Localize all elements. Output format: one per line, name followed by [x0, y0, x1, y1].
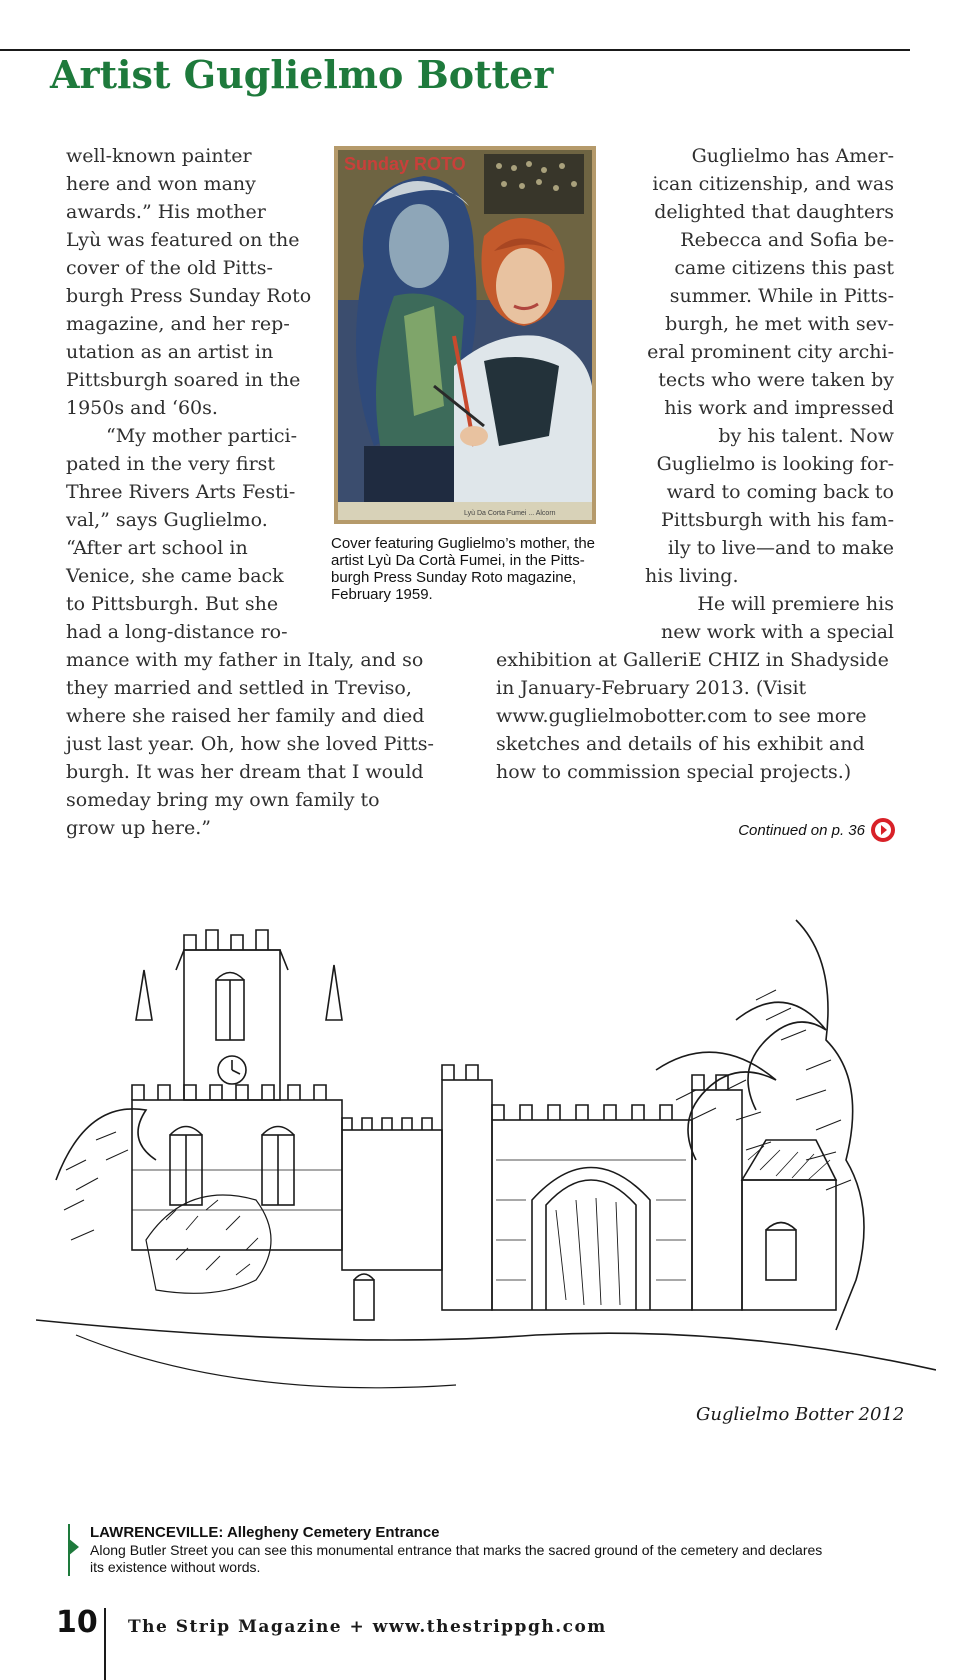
cover-photo-caption	[331, 535, 601, 603]
publication-footer: The Strip Magazine + www.thestrippgh.com	[128, 1617, 607, 1637]
right-line: by his talent. Now	[718, 425, 894, 447]
continued-label: Continued on p. 36	[738, 821, 865, 839]
right-line: his living.	[645, 565, 739, 587]
caption-marker-icon	[68, 1538, 79, 1556]
footer-rule	[104, 1608, 106, 1680]
left-line: just last year. Oh, how she loved Pitts-	[66, 733, 434, 755]
left-line: grow up here.”	[66, 817, 211, 839]
sunday-roto-cover-photo	[334, 146, 596, 524]
cemetery-entrance-sketch	[36, 880, 936, 1480]
cover-caption-line: burgh Press Sunday Roto magazine,	[331, 569, 577, 586]
left-line: pated in the very first	[66, 453, 276, 475]
sketch-caption-line: its existence without words.	[90, 1559, 261, 1575]
left-line: here and won many	[66, 173, 256, 195]
right-line: in January-February 2013. (Visit	[496, 677, 807, 699]
left-line: Venice, she came back	[66, 565, 284, 587]
right-line: summer. While in Pitts-	[669, 285, 894, 307]
right-line: exhibition at GalleriE CHIZ in Shadyside	[496, 649, 889, 671]
article-headline: Artist Guglielmo Botter	[50, 52, 554, 97]
right-line: www.guglielmobotter.com to see more	[496, 705, 867, 727]
left-line: to Pittsburgh. But she	[66, 593, 279, 615]
top-rule	[0, 49, 910, 51]
left-line: had a long-distance ro-	[66, 621, 288, 643]
right-line: delighted that daughters	[654, 201, 894, 223]
right-line: burgh, he met with sev-	[665, 313, 894, 335]
left-line: “My mother partici-	[106, 425, 298, 447]
left-line: where she raised her family and died	[66, 705, 425, 727]
continued-link[interactable]	[738, 818, 895, 842]
right-line: sketches and details of his exhibit and	[496, 733, 865, 755]
left-line: mance with my father in Italy, and so	[66, 649, 424, 671]
left-line: burgh Press Sunday Roto	[66, 285, 312, 307]
cover-caption-line: February 1959.	[331, 586, 433, 603]
right-line: eral prominent city archi-	[647, 341, 894, 363]
right-line: Rebecca and Sofia be-	[680, 229, 894, 251]
left-line: utation as an artist in	[66, 341, 274, 363]
cover-caption-line: artist Lyù Da Cortà Fumei, in the Pitts-	[331, 552, 585, 569]
cover-masthead: Sunday ROTO	[344, 154, 466, 174]
sketch-caption-title: LAWRENCEVILLE: Allegheny Cemetery Entrance	[90, 1524, 440, 1541]
left-line: burgh. It was her dream that I would	[66, 761, 424, 783]
right-line: He will premiere his	[697, 593, 894, 615]
left-line: Three Rivers Arts Festi-	[66, 481, 296, 503]
page-number: 10	[56, 1605, 98, 1640]
left-line: they married and settled in Treviso,	[66, 677, 412, 699]
left-line: cover of the old Pitts-	[66, 257, 273, 279]
right-line: his work and impressed	[664, 397, 894, 419]
right-line: how to commission special projects.)	[496, 761, 852, 783]
cover-caption-line: Cover featuring Guglielmo’s mother, the	[331, 535, 596, 552]
left-line: Lyù was featured on the	[66, 229, 300, 251]
right-line: ward to coming back to	[666, 481, 894, 503]
left-line: awards.” His mother	[66, 201, 266, 223]
right-line: tects who were taken by	[658, 369, 894, 391]
left-line: “After art school in	[66, 537, 248, 559]
cover-credit: Lyù Da Corta Fumei ... Alcorn	[464, 510, 556, 517]
sketch-caption	[68, 1524, 920, 1576]
left-line: val,” says Guglielmo.	[66, 509, 268, 531]
left-line: well-known painter	[66, 145, 252, 167]
right-line: ily to live—and to make	[667, 537, 894, 559]
right-line: new work with a special	[660, 621, 894, 643]
right-line: Pittsburgh with his fam-	[661, 509, 894, 531]
right-line: Guglielmo is looking for-	[656, 453, 894, 475]
artist-signature: Guglielmo Botter 2012	[696, 1404, 905, 1425]
left-line: 1950s and ‘60s.	[66, 397, 218, 419]
right-line: Guglielmo has Amer-	[691, 145, 894, 167]
left-line: Pittsburgh soared in the	[66, 369, 301, 391]
right-line: came citizens this past	[674, 257, 894, 279]
left-line: someday bring my own family to	[66, 789, 380, 811]
right-line: ican citizenship, and was	[652, 173, 894, 195]
play-arrow-icon	[871, 818, 895, 842]
sketch-caption-line: Along Butler Street you can see this monumental entrance that marks the sacred ground of the cemetery and declares	[90, 1542, 823, 1558]
left-line: magazine, and her rep-	[66, 313, 290, 335]
